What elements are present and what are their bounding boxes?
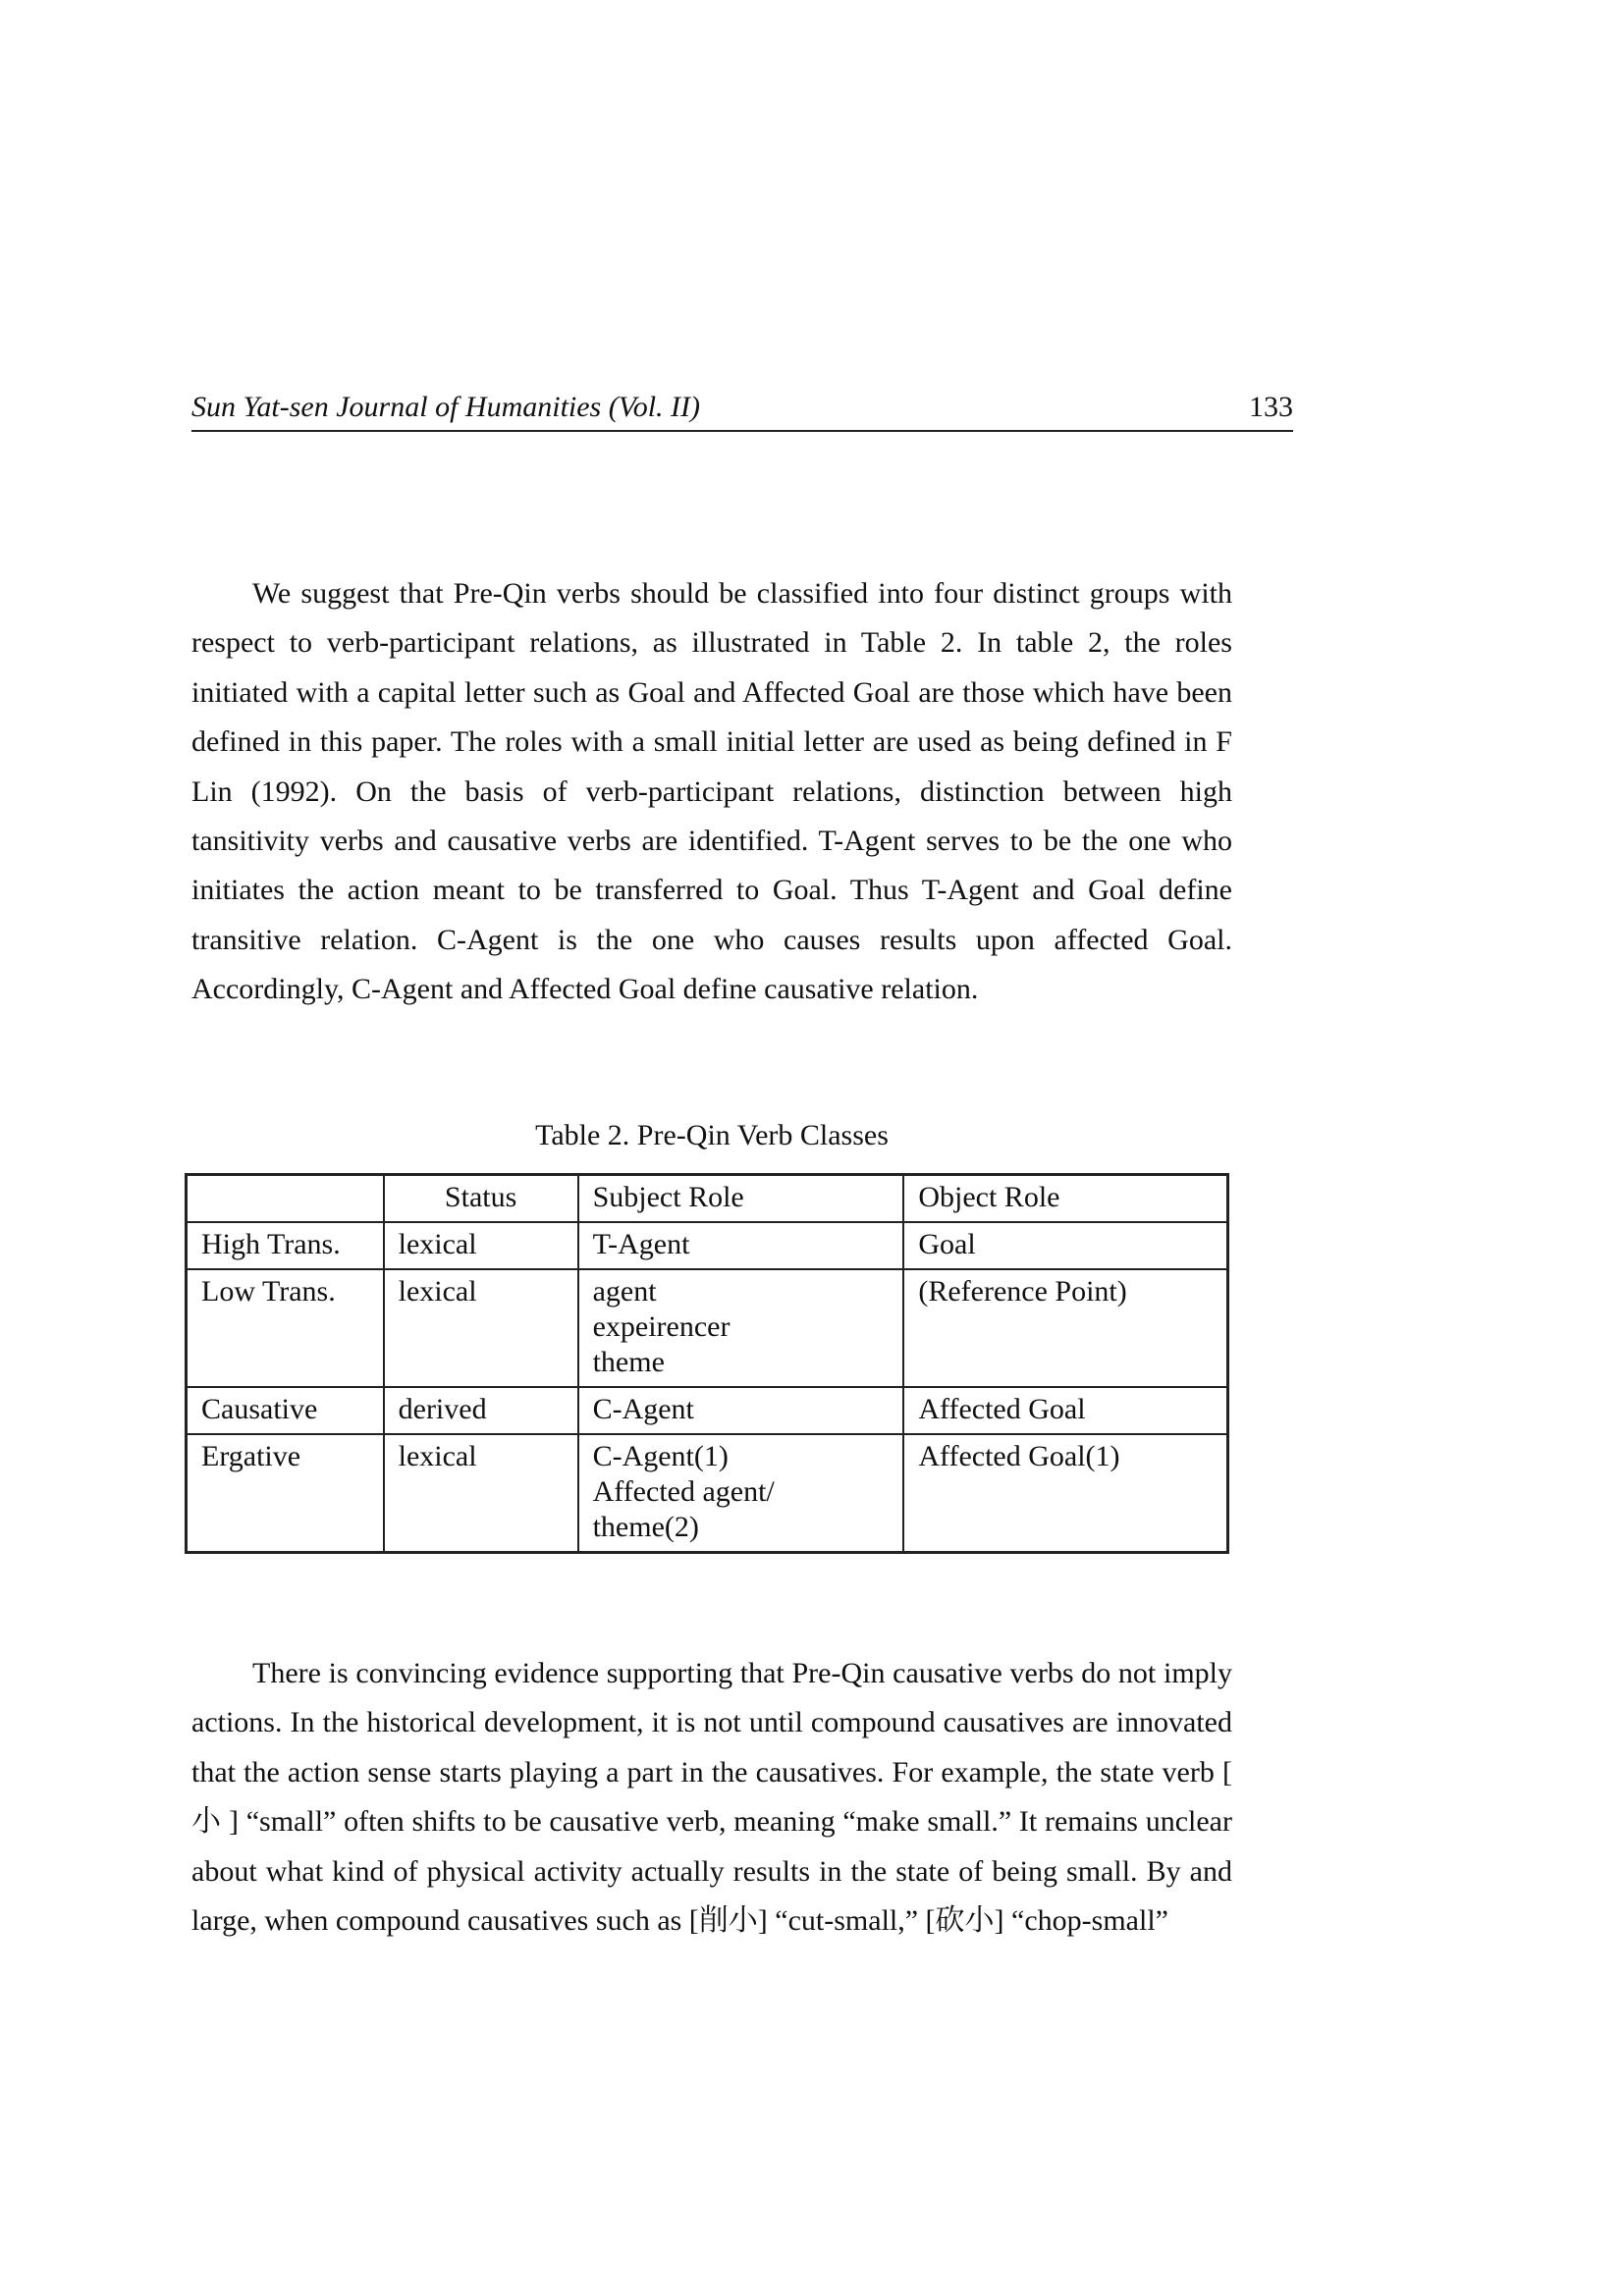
table-row	[187, 1269, 1228, 1387]
class-cell: High Trans.	[187, 1222, 384, 1269]
table-header-cell: Subject Role	[578, 1175, 904, 1223]
body-paragraph-2: There is convincing evidence supporting that Pre-Qin causative verbs do not imply actions. In the historical development, it is not until compound causatives are innovated that the action sense starts playing a part in the causatives. For example, the state verb [ 小 ] “small” often shifts to be causative verb, meaning “make small.” It remains unclear about what kind of physical activity actually results in the state of being small. By and large, when compound causatives such as [削小] “cut-small,” [砍小] “chop-small”	[191, 1657, 1232, 1938]
subject-role-line: agent	[592, 1275, 657, 1308]
table-header-cell	[187, 1175, 384, 1223]
subject-role-line: theme(2)	[592, 1511, 699, 1543]
object-role-cell: Goal	[903, 1222, 1227, 1269]
page-number: 133	[1249, 391, 1293, 423]
object-role-cell: Affected Goal(1)	[903, 1434, 1227, 1553]
class-cell: Causative	[187, 1387, 384, 1434]
subject-role-cell	[578, 1387, 904, 1434]
journal-title: Sun Yat-sen Journal of Humanities (Vol. II)	[191, 391, 701, 423]
class-cell: Ergative	[187, 1434, 384, 1553]
status-cell: derived	[384, 1387, 578, 1434]
object-role-cell: Affected Goal	[903, 1387, 1227, 1434]
table-row	[187, 1434, 1228, 1553]
table-caption: Table 2. Pre-Qin Verb Classes	[535, 1119, 889, 1151]
table-header-cell: Object Role	[903, 1175, 1227, 1223]
table-header-row	[187, 1175, 1228, 1223]
subject-role-cell	[578, 1222, 904, 1269]
subject-role-cell	[578, 1269, 904, 1387]
subject-role-line: theme	[592, 1346, 665, 1378]
status-cell: lexical	[384, 1269, 578, 1387]
subject-role-line: expeirencer	[592, 1310, 731, 1343]
status-cell: lexical	[384, 1222, 578, 1269]
subject-role-line: T-Agent	[592, 1228, 690, 1260]
subject-role-line: C-Agent	[592, 1393, 694, 1425]
subject-role-cell	[578, 1434, 904, 1553]
table-row	[187, 1222, 1228, 1269]
table-row	[187, 1387, 1228, 1434]
verb-classes-table	[185, 1173, 1229, 1554]
running-header	[191, 389, 1293, 432]
table-header-cell: Status	[384, 1175, 578, 1223]
object-role-cell: (Reference Point)	[903, 1269, 1227, 1387]
class-cell: Low Trans.	[187, 1269, 384, 1387]
status-cell: lexical	[384, 1434, 578, 1553]
body-paragraph-1: We suggest that Pre-Qin verbs should be classified into four distinct groups with respect to verb-participant relations, as illustrated in Table 2. In table 2, the roles initiated with a capital letter such as Goal and Affected Goal are those which have been defined in this paper. The roles with a small initial letter are used as being defined in F Lin (1992). On the basis of verb-participant relations, distinction between high tansitivity verbs and causative verbs are identified. T-Agent serves to be the one who initiates the action meant to be transferred to Goal. Thus T-Agent and Goal define transitive relation. C-Agent is the one who causes results upon affected Goal. Accordingly, C-Agent and Affected Goal define causative relation.	[191, 577, 1232, 1006]
subject-role-line: Affected agent/	[592, 1475, 775, 1508]
subject-role-line: C-Agent(1)	[592, 1440, 729, 1472]
